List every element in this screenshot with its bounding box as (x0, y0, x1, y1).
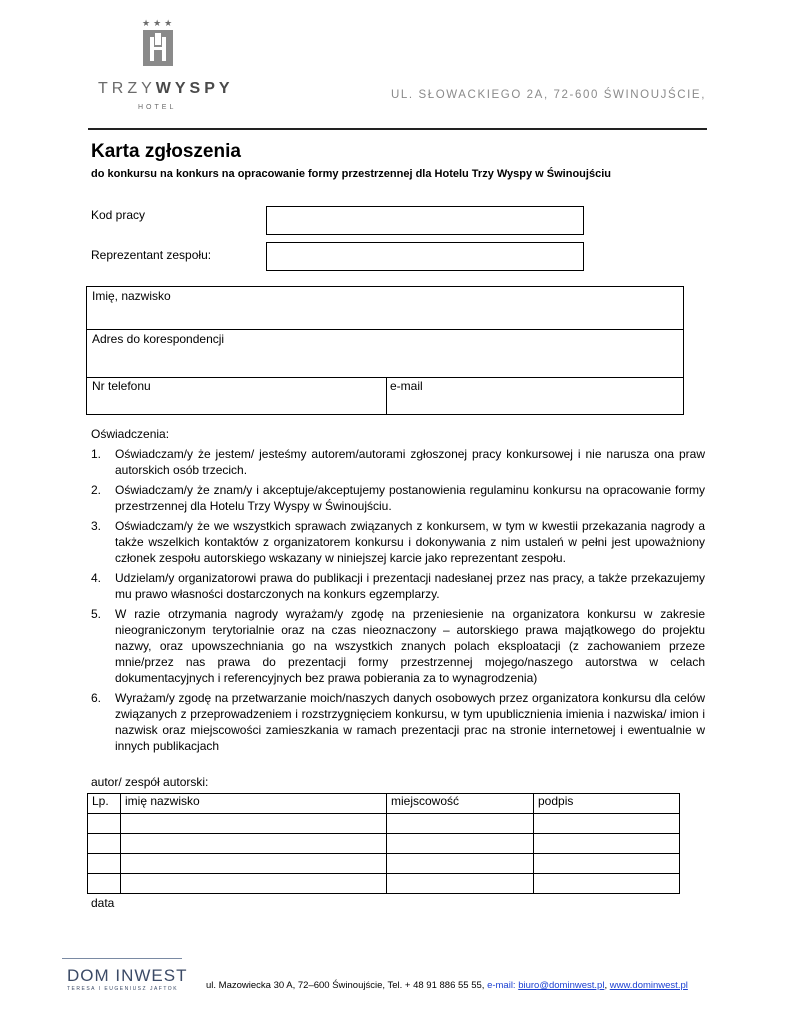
cell-city[interactable] (387, 874, 534, 894)
date-label: data (91, 896, 115, 910)
table-row (88, 814, 680, 834)
footer-email-prefix: e-mail: (487, 980, 519, 991)
statement-item (91, 482, 705, 514)
hotel-logo-icon (143, 30, 173, 66)
footer-brand: DOM INWEST (67, 966, 188, 985)
footer-brand-sub: TERESA I EUGENIUSZ JAFTOK (67, 986, 179, 992)
table-divider (87, 329, 683, 330)
kod-pracy-label: Kod pracy (91, 208, 146, 222)
statement-item (91, 690, 705, 754)
statement-number: 5. (91, 607, 102, 621)
statement-text: Oświadczam/y że znam/y i akceptuje/akceptujemy postanowienia regulaminu konkursu na opracowanie formy przestrzennej dla Hotelu Trzy Wyspy w Świnoujściu. (115, 483, 705, 513)
col-city: miejscowość (387, 794, 534, 814)
statements-list (91, 446, 705, 758)
cell-city[interactable] (387, 834, 534, 854)
table-header-row (88, 794, 680, 814)
cell-lp[interactable] (88, 854, 121, 874)
cell-signature[interactable] (534, 814, 680, 834)
page-subtitle: do konkursu na konkurs na opracowanie formy przestrzennej dla Hotelu Trzy Wyspy w Świnoujściu (91, 168, 611, 180)
cell-signature[interactable] (534, 854, 680, 874)
name-label: Imię, nazwisko (92, 289, 171, 303)
footer-website-link[interactable]: www.dominwest.pl (609, 980, 688, 991)
footer-email-link[interactable]: biuro@dominwest.pl (518, 980, 605, 991)
reprezentant-label: Reprezentant zespołu: (91, 248, 212, 262)
statement-text: W razie otrzymania nagrody wyrażam/y zgodę na przeniesienie na organizatora konkursu w zakresie nieograniczonym terytorialnie oraz na czas nieoznaczony – autorskiego prawa majątkowego do projektu nazwy, oraz upowszechniania go na wszystkich znanych polach eksploatacji (z zachowaniem przeze mnie/przez nas prawa do prezentacji formy przestrzennej mojego/naszego autorstwa w celach dokumentacyjnych i referencyjnych bez prawa pobierania za to wynagrodzenia) (115, 607, 705, 685)
statement-text: Udzielam/y organizatorowi prawa do publikacji i prezentacji nadesłanej przez nas pracy, a także przekazujemy mu prawo własności dostarczonych na konkurs egzemplarzy. (115, 571, 705, 601)
table-row (88, 854, 680, 874)
address-label: Adres do korespondencji (92, 332, 225, 346)
col-signature: podpis (534, 794, 680, 814)
cell-name[interactable] (121, 834, 387, 854)
statements-heading: Oświadczenia: (91, 427, 170, 441)
statement-item (91, 606, 705, 686)
footer-brand-line (62, 958, 182, 959)
col-lp: Lp. (88, 794, 121, 814)
table-row (88, 874, 680, 894)
statement-text: Wyrażam/y zgodę na przetwarzanie moich/naszych danych osobowych przez organizatora konkursu dla celów związanych z przeprowadzeniem i rozstrzygnięciem konkursu, w tym upublicznienia imienia i nazwiska/ imion i nazwisk oraz miejscowości zamieszkania w ramach prezentacji prac na stronie internetowej i ewentualnie w innych publikacjach (115, 691, 705, 753)
statement-number: 3. (91, 519, 102, 533)
statement-item (91, 570, 705, 602)
table-row (88, 834, 680, 854)
cell-name[interactable] (121, 814, 387, 834)
footer-contact (206, 980, 688, 991)
statement-number: 2. (91, 483, 102, 497)
contact-table (86, 286, 684, 415)
phone-label: Nr telefonu (92, 379, 151, 393)
logo-word-bold: WYSPY (155, 80, 234, 97)
logo-word-light: TRZY (98, 80, 156, 97)
cell-city[interactable] (387, 854, 534, 874)
col-name: imię nazwisko (121, 794, 387, 814)
footer-separator: , (604, 980, 610, 991)
statement-text: Oświadczam/y że we wszystkich sprawach związanych z konkursem, w tym w kwestii przekazania nagrody a także wszelkich kontaktów z organizatorem konkursu i dokonywania z nim ustaleń w pełni jest upoważniony członek zespołu autorskiego wskazany w niniejszej karcie jako reprezentant zespołu. (115, 519, 705, 565)
statement-number: 6. (91, 691, 102, 705)
statement-number: 4. (91, 571, 102, 585)
cell-name[interactable] (121, 854, 387, 874)
authors-table (87, 793, 680, 894)
reprezentant-field[interactable] (266, 242, 584, 271)
hotel-logo-sub: HOTEL (138, 104, 177, 111)
header-divider (88, 128, 707, 130)
cell-lp[interactable] (88, 834, 121, 854)
authors-label: autor/ zespół autorski: (91, 775, 209, 789)
table-divider (87, 377, 683, 378)
cell-name[interactable] (121, 874, 387, 894)
cell-lp[interactable] (88, 874, 121, 894)
hotel-address: UL. SŁOWACKIEGO 2A, 72-600 ŚWINOUJŚCIE, (390, 89, 706, 101)
kod-pracy-field[interactable] (266, 206, 584, 235)
logo-stars: ★★★ (142, 18, 176, 28)
statement-text: Oświadczam/y że jestem/ jesteśmy autorem/autorami zgłoszonej pracy konkursowej i nie narusza ona praw autorskich osób trzecich. (115, 447, 705, 477)
statement-item (91, 446, 705, 478)
cell-signature[interactable] (534, 834, 680, 854)
footer-address: ul. Mazowiecka 30 A, 72–600 Świnoujście, Tel. + 48 91 886 55 55, (206, 980, 488, 991)
page-title: Karta zgłoszenia (91, 141, 241, 162)
statement-number: 1. (91, 447, 102, 461)
cell-lp[interactable] (88, 814, 121, 834)
statement-item (91, 518, 705, 566)
cell-city[interactable] (387, 814, 534, 834)
hotel-logo-text (98, 80, 234, 98)
cell-signature[interactable] (534, 874, 680, 894)
email-label: e-mail (390, 379, 423, 393)
table-divider (386, 377, 387, 414)
